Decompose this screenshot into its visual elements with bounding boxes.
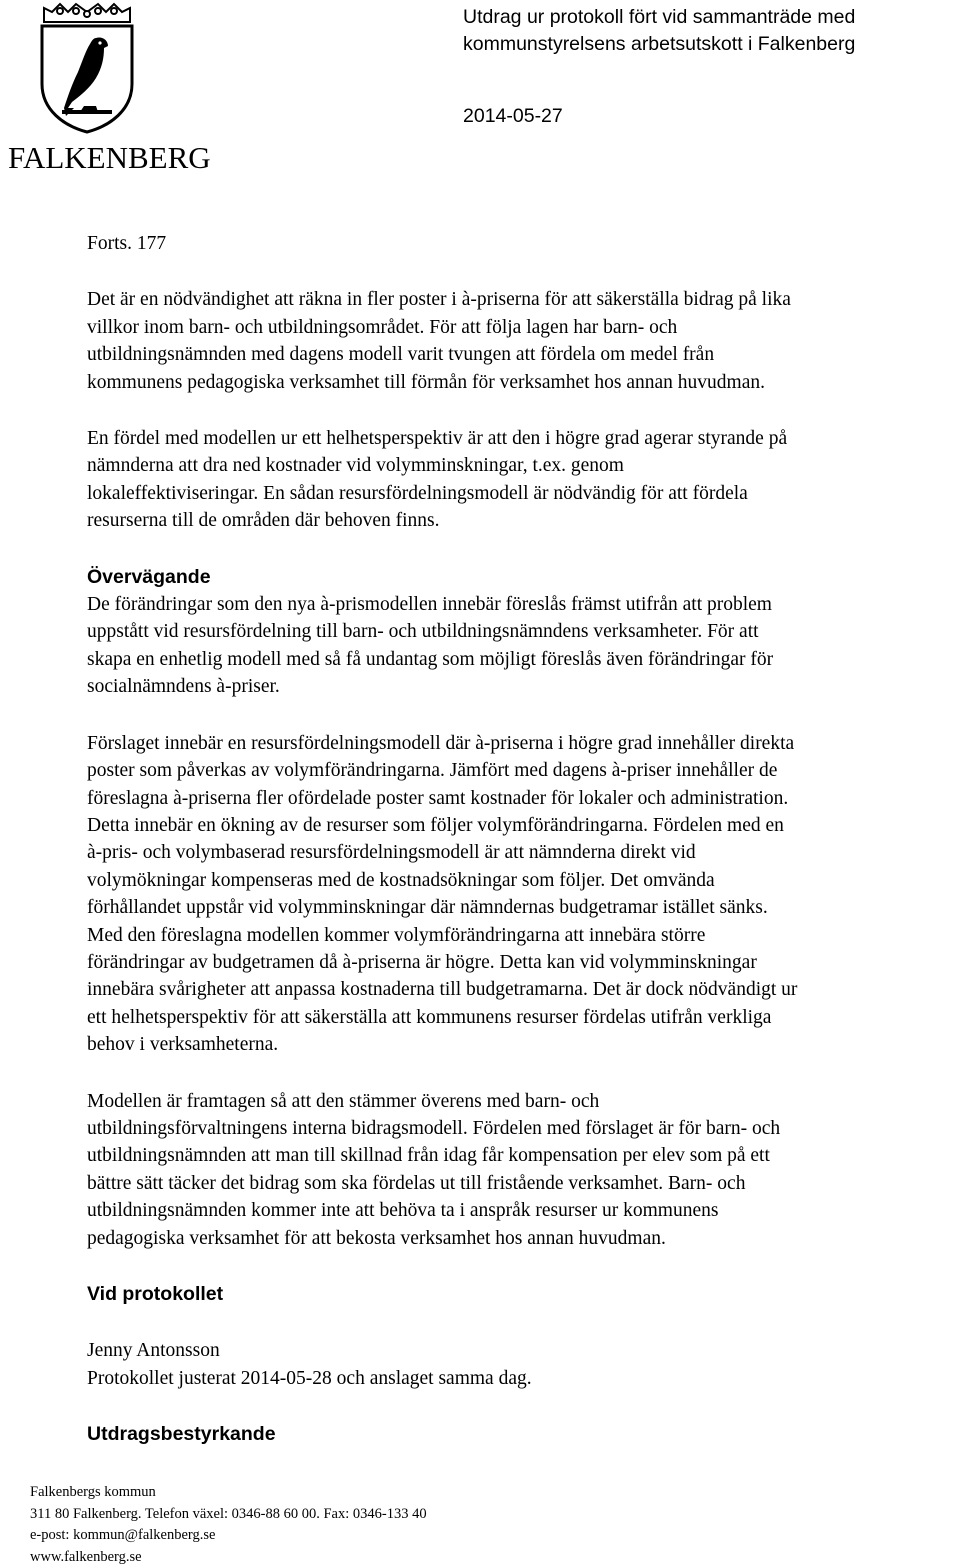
- text-line: utbildningsförvaltningens interna bidragsmodell. Fördelen med förslaget är för barn- och: [87, 1117, 781, 1139]
- text-line: kommunens pedagogiska verksamhet till förmån för verksamhet hos annan huvudman.: [87, 371, 766, 393]
- text-line: poster som påverkas av volymförändringarna. Jämfört med dagens à-priser innehåller de: [87, 760, 778, 782]
- text-line: resurserna till de områden där behoven finns.: [87, 510, 440, 532]
- text-line: Det är en nödvändighet att räkna in fler poster i à-priserna för att säkerställa bidrag på lika: [87, 289, 791, 311]
- text-line: innebära svårigheter att anpassa kostnaderna till budgetramarna. Det är dock nödvändigt ur: [87, 979, 798, 1001]
- text-line: Förslaget innebär en resursfördelningsmodell där à-priserna i högre grad innehåller direkta: [87, 732, 795, 754]
- text-line: skapa en enhetlig modell med så få undantag som möjligt föreslås även förändringar för: [87, 648, 774, 670]
- signer-name: Jenny Antonsson: [87, 1340, 220, 1362]
- text-line: förändringar av budgetramen då à-priserna är högre. Detta kan vid volymminskningar: [87, 951, 757, 973]
- text-line: Modellen är framtagen så att den stämmer överens med barn- och: [87, 1090, 600, 1112]
- text-line: bättre sätt täcker det bidrag som ska fördelas ut till fristående verksamhet. Barn- och: [87, 1172, 746, 1194]
- text-line: socialnämndens à-priser.: [87, 676, 280, 698]
- heading-overvagande: Övervägande: [87, 565, 211, 588]
- logo-text: FALKENBERG: [8, 140, 211, 175]
- text-line: behov i verksamheterna.: [87, 1034, 279, 1056]
- footer-email: e-post: kommun@falkenberg.se: [30, 1527, 216, 1543]
- paragraph-3: [87, 591, 957, 701]
- text-line: Med den föreslagna modellen kommer volymförändringarna att innebära större: [87, 924, 706, 946]
- heading-utdragsbestyrkande: Utdragsbestyrkande: [87, 1423, 276, 1446]
- text-line: uppstått vid resursfördelning till barn- och utbildningsnämndens verksamheter. För att: [87, 621, 759, 643]
- text-line: villkor inom barn- och utbildningsområdet. För att följa lagen har barn- och: [87, 316, 678, 338]
- section-reference: Forts. 177: [87, 233, 167, 254]
- text-line: utbildningsnämnden att man till skillnad från idag får kompensation per elev som på ett: [87, 1145, 770, 1167]
- footer-address: 311 80 Falkenberg. Telefon växel: 0346-88 60 00. Fax: 0346-133 40: [30, 1505, 427, 1522]
- document-date: 2014-05-27: [463, 105, 563, 127]
- text-line: Detta innebär en ökning av de resurser som följer volymförändringarna. Fördelen med en: [87, 814, 784, 836]
- justering-note: Protokollet justerat 2014-05-28 och anslaget samma dag.: [87, 1367, 532, 1389]
- text-line: utbildningsnämnden med dagens modell varit tvungen att fördela om medel från: [87, 344, 715, 366]
- text-line: pedagogiska verksamhet för att bekosta verksamhet hos annan huvudman.: [87, 1227, 666, 1249]
- text-line: föreslagna à-priserna fler ofördelade poster samt kostnader för lokaler och administration.: [87, 787, 789, 809]
- coat-of-arms-icon: [38, 2, 136, 134]
- text-line: nämnderna att dra ned kostnader vid volymminskningar, t.ex. genom: [87, 455, 624, 477]
- footer-org: Falkenbergs kommun: [30, 1484, 156, 1500]
- text-line: ett helhetsperspektiv för att säkerställa att kommunens resurser fördelas utifrån verkliga: [87, 1006, 772, 1028]
- heading-vid-protokollet: Vid protokollet: [87, 1283, 224, 1305]
- paragraph-5: [87, 1088, 957, 1252]
- text-line: lokaleffektiviseringar. En sådan resursfördelningsmodell är nödvändig för att fördela: [87, 482, 748, 504]
- paragraph-1: [87, 286, 957, 396]
- title-line: Utdrag ur protokoll fört vid sammanträde med: [463, 6, 856, 28]
- text-line: à-pris- och volymbaserad resursfördelningsmodell är att nämnderna direkt vid: [87, 842, 696, 864]
- text-line: förhållandet uppstår vid volymminskningar där nämndernas budgetramar istället sänks.: [87, 897, 768, 919]
- title-line: kommunstyrelsens arbetsutskott i Falkenberg: [463, 33, 856, 55]
- document-title: [463, 4, 953, 58]
- footer-web: www.falkenberg.se: [30, 1548, 142, 1565]
- text-line: En fördel med modellen ur ett helhetsperspektiv är att den i högre grad agerar styrande på: [87, 428, 788, 450]
- falkenberg-logo: [8, 2, 211, 177]
- text-line: utbildningsnämnden kommer inte att behöva ta i anspråk resurser ur kommunens: [87, 1200, 719, 1222]
- paragraph-4: [87, 730, 957, 1059]
- paragraph-2: [87, 425, 957, 535]
- document-body: [87, 230, 957, 1449]
- text-line: De förändringar som den nya à-prismodellen innebär föreslås främst utifrån att problem: [87, 594, 772, 616]
- text-line: volymökningar kompenseras med de kostnadsökningar som följer. Det omvända: [87, 869, 715, 891]
- footer: [30, 1482, 427, 1568]
